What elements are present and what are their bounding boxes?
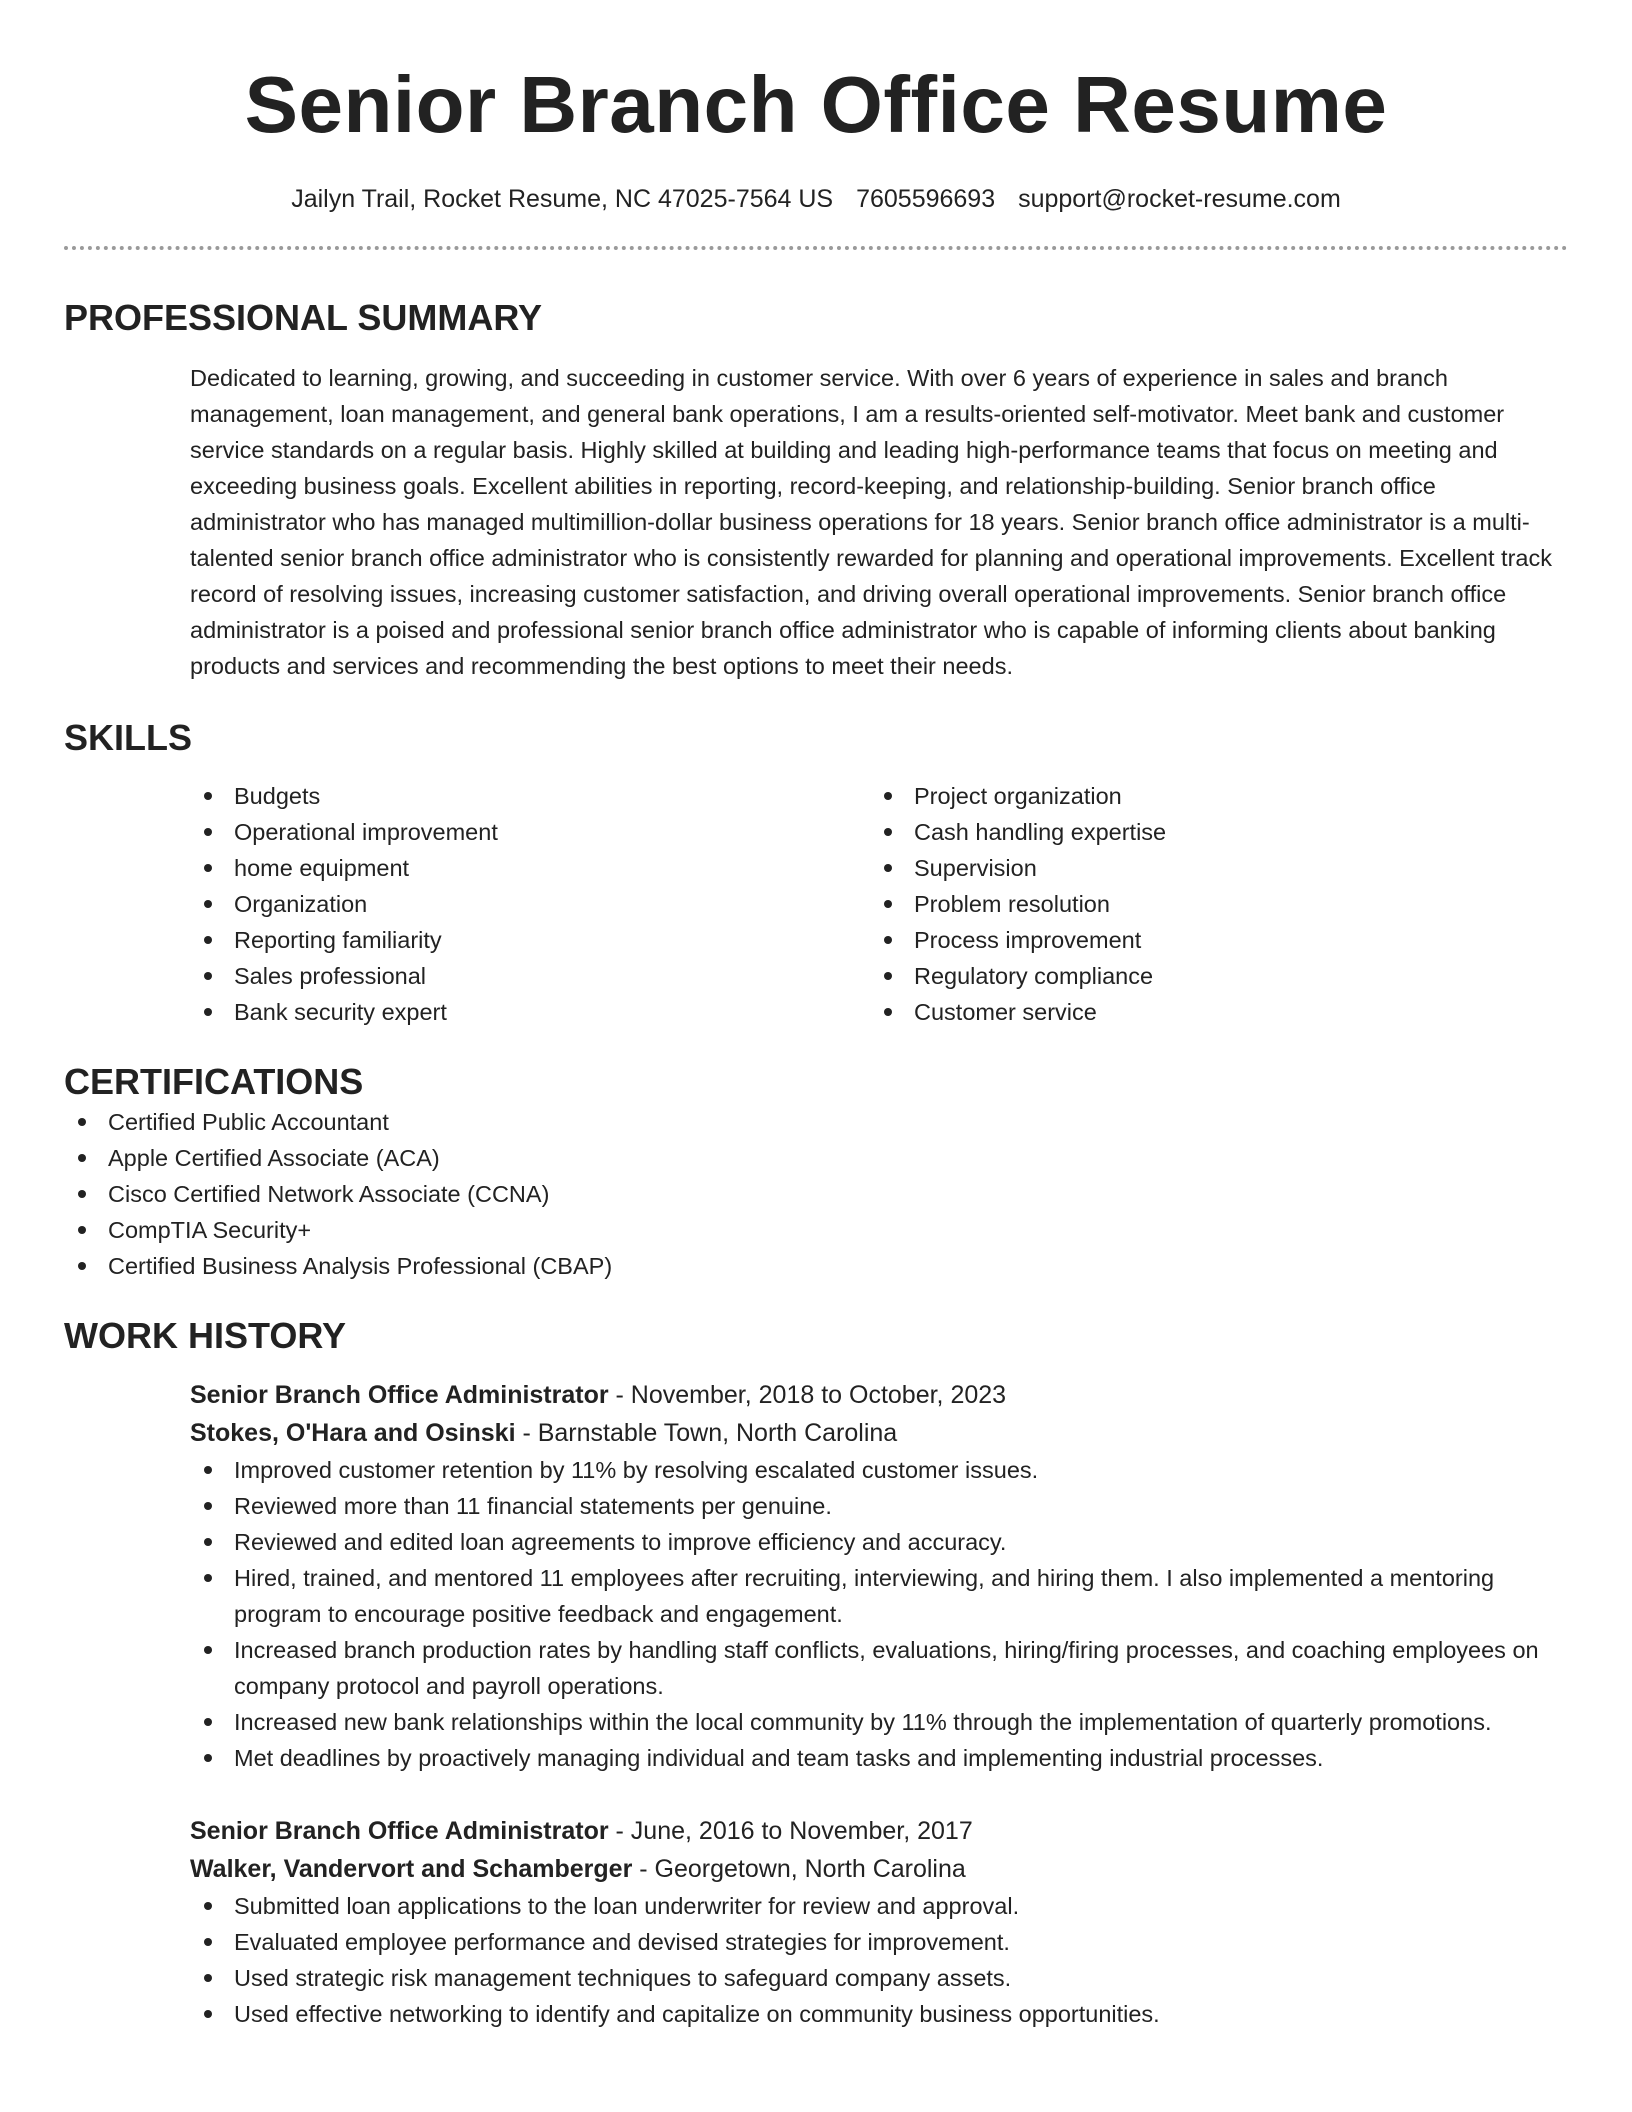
job-location: - Georgetown, North Carolina	[632, 1855, 966, 1883]
bullet-icon	[884, 900, 892, 908]
job-role-line	[190, 1812, 1568, 1850]
list-item: Reviewed more than 11 financial statements per genuine.	[190, 1488, 1568, 1524]
job-dates: - November, 2018 to October, 2023	[608, 1381, 1007, 1409]
summary-text: Dedicated to learning, growing, and succeeding in customer service. With over 6 years of experience in sales and branch management, loan management, and general bank operations, I am a results-oriented self-motivator. Meet bank and customer service standards on a regular basis. Highly skilled at building and leading high-performance teams that focus on meeting and exceeding business goals. Excellent abilities in reporting, record-keeping, and relationship-building. Senior branch office administrator who has managed multimillion-dollar business operations for 18 years. Senior branch office administrator is a multi-talented senior branch office administrator who is consistently rewarded for planning and operational improvements. Excellent track record of resolving issues, increasing customer satisfaction, and driving overall operational improvements. Senior branch office administrator is a poised and professional senior branch office administrator who is capable of informing clients about banking products and services and recommending the best options to meet their needs.	[190, 365, 1552, 679]
job-dates: - June, 2016 to November, 2017	[608, 1817, 973, 1845]
contact-line	[64, 182, 1568, 216]
bullet-icon	[204, 1466, 212, 1474]
bullet-icon	[78, 1262, 86, 1270]
section-title-certifications: CERTIFICATIONS	[64, 1061, 364, 1102]
list-item: Problem resolution	[870, 886, 1550, 922]
skills-grid	[190, 778, 1568, 1030]
work-history-section	[64, 1314, 1568, 2032]
bullet-icon	[204, 972, 212, 980]
list-item: Regulatory compliance	[870, 958, 1550, 994]
job-company-line	[190, 1850, 1568, 1888]
list-item: Certified Business Analysis Professional (CBAP)	[64, 1248, 1568, 1284]
job-location: - Barnstable Town, North Carolina	[515, 1419, 898, 1447]
job-role: Senior Branch Office Administrator	[190, 1381, 609, 1409]
job-entry	[190, 1812, 1568, 2032]
job-bullets	[190, 1452, 1568, 1776]
list-item: Improved customer retention by 11% by resolving escalated customer issues.	[190, 1452, 1568, 1488]
list-item: Submitted loan applications to the loan underwriter for review and approval.	[190, 1888, 1568, 1924]
bullet-icon	[204, 1902, 212, 1910]
bullet-icon	[204, 828, 212, 836]
job-company-line	[190, 1414, 1568, 1452]
job-entry	[190, 1376, 1568, 1776]
list-item: Hired, trained, and mentored 11 employees after recruiting, interviewing, and hiring them. I also implemented a mentoring program to encourage positive feedback and engagement.	[190, 1560, 1568, 1632]
certifications-list	[64, 1104, 1568, 1284]
list-item: Reporting familiarity	[190, 922, 870, 958]
list-item: Customer service	[870, 994, 1550, 1030]
bullet-icon	[884, 972, 892, 980]
section-title-summary: PROFESSIONAL SUMMARY	[64, 297, 543, 338]
list-item: Budgets	[190, 778, 870, 814]
contact-address: Jailyn Trail, Rocket Resume, NC 47025-7564 US	[291, 185, 834, 213]
bullet-icon	[204, 1718, 212, 1726]
section-title-work-history: WORK HISTORY	[64, 1315, 347, 1356]
list-item: Reviewed and edited loan agreements to improve efficiency and accuracy.	[190, 1524, 1568, 1560]
bullet-icon	[204, 1754, 212, 1762]
bullet-icon	[204, 1938, 212, 1946]
contact-phone: 7605596693	[856, 185, 996, 213]
bullet-icon	[78, 1154, 86, 1162]
list-item: Sales professional	[190, 958, 870, 994]
bullet-icon	[884, 792, 892, 800]
list-item: Bank security expert	[190, 994, 870, 1030]
skills-column-left	[190, 778, 870, 1030]
list-item: Evaluated employee performance and devised strategies for improvement.	[190, 1924, 1568, 1960]
skills-list-right	[870, 778, 1550, 1030]
bullet-icon	[78, 1118, 86, 1126]
list-item: Used effective networking to identify and capitalize on community business opportunities.	[190, 1996, 1568, 2032]
bullet-icon	[204, 1008, 212, 1016]
list-item: Met deadlines by proactively managing individual and team tasks and implementing industrial processes.	[190, 1740, 1568, 1776]
list-item: Increased new bank relationships within the local community by 11% through the implementation of quarterly promotions.	[190, 1704, 1568, 1740]
header-divider	[64, 246, 1568, 250]
list-item: home equipment	[190, 850, 870, 886]
bullet-icon	[204, 936, 212, 944]
skills-section	[64, 716, 1568, 1030]
bullet-icon	[204, 2010, 212, 2018]
list-item: Process improvement	[870, 922, 1550, 958]
bullet-icon	[204, 1502, 212, 1510]
skills-list-left	[190, 778, 870, 1030]
list-item: Increased branch production rates by handling staff conflicts, evaluations, hiring/firing processes, and coaching employees on company protocol and payroll operations.	[190, 1632, 1568, 1704]
bullet-icon	[204, 792, 212, 800]
skills-column-right	[870, 778, 1550, 1030]
bullet-icon	[204, 1538, 212, 1546]
bullet-icon	[78, 1226, 86, 1234]
bullet-icon	[204, 1646, 212, 1654]
job-bullets	[190, 1888, 1568, 2032]
bullet-icon	[78, 1190, 86, 1198]
bullet-icon	[204, 1574, 212, 1582]
resume-title: Senior Branch Office Resume	[244, 60, 1388, 149]
bullet-icon	[204, 864, 212, 872]
list-item: Cash handling expertise	[870, 814, 1550, 850]
job-role: Senior Branch Office Administrator	[190, 1817, 609, 1845]
certifications-section	[64, 1060, 1568, 1284]
resume-page	[64, 0, 1568, 2032]
list-item: Supervision	[870, 850, 1550, 886]
job-role-line	[190, 1376, 1568, 1414]
bullet-icon	[204, 1974, 212, 1982]
bullet-icon	[884, 1008, 892, 1016]
list-item: Used strategic risk management techniques to safeguard company assets.	[190, 1960, 1568, 1996]
bullet-icon	[884, 936, 892, 944]
list-item: Cisco Certified Network Associate (CCNA)	[64, 1176, 1568, 1212]
bullet-icon	[204, 900, 212, 908]
contact-email: support@rocket-resume.com	[1018, 185, 1341, 213]
list-item: Certified Public Accountant	[64, 1104, 1568, 1140]
job-company: Stokes, O'Hara and Osinski	[190, 1419, 516, 1447]
list-item: CompTIA Security+	[64, 1212, 1568, 1248]
professional-summary-section	[64, 296, 1568, 684]
job-company: Walker, Vandervort and Schamberger	[190, 1855, 633, 1883]
bullet-icon	[884, 828, 892, 836]
section-title-skills: SKILLS	[64, 717, 193, 758]
list-item: Apple Certified Associate (ACA)	[64, 1140, 1568, 1176]
bullet-icon	[884, 864, 892, 872]
list-item: Operational improvement	[190, 814, 870, 850]
list-item: Organization	[190, 886, 870, 922]
list-item: Project organization	[870, 778, 1550, 814]
